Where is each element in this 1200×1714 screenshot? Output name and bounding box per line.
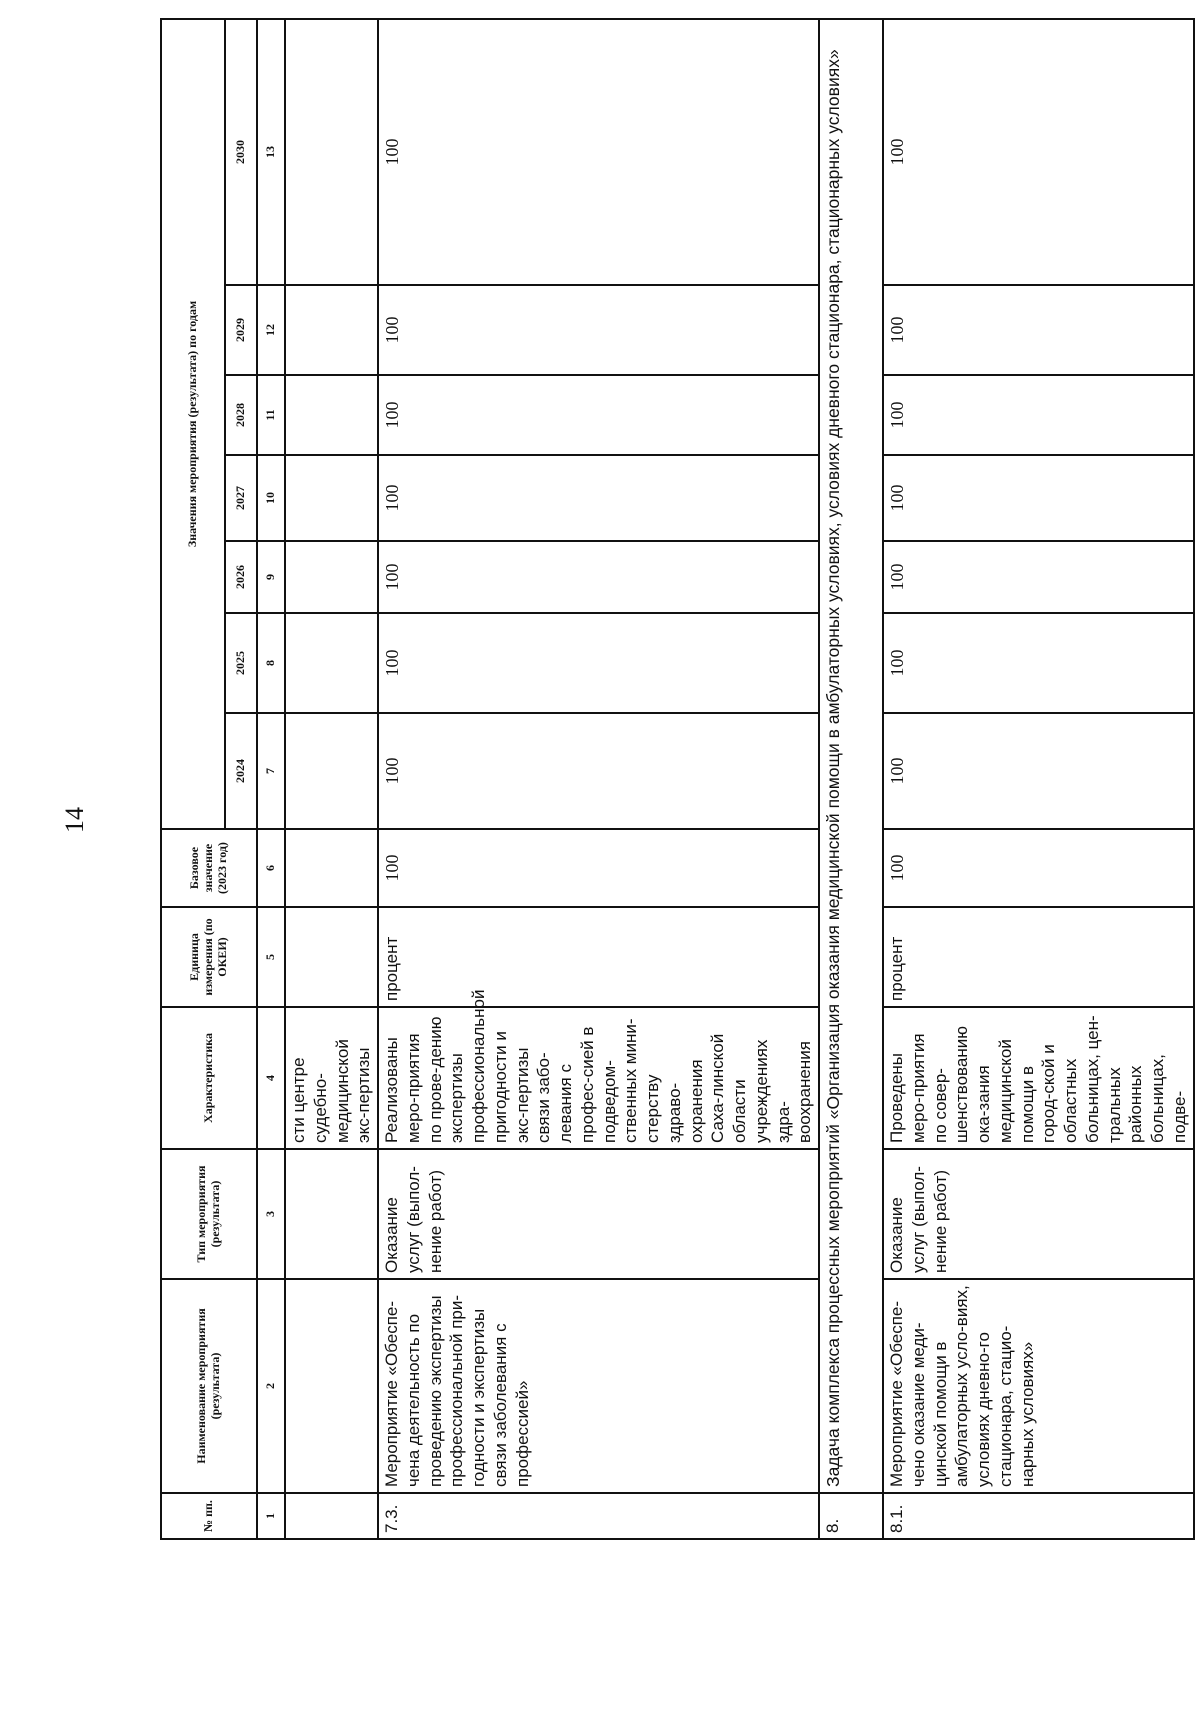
cell-value xyxy=(285,713,378,829)
cell-base xyxy=(285,829,378,907)
column-number: 9 xyxy=(257,541,285,613)
cell-value: 100 xyxy=(378,541,819,613)
cell-characteristic: Проведены меро-приятия по совер-шенствованию ока-зания медицинской помощи в город-ской и областных больницах, цен-тральных районных больницах, подве- xyxy=(883,1007,1194,1149)
cell-value: 100 xyxy=(883,613,1194,713)
cell-num: 8.1. xyxy=(883,1493,1194,1539)
header-year: 2026 xyxy=(225,541,257,613)
rotated-table-wrapper xyxy=(160,20,1189,1540)
table-row xyxy=(285,19,378,1539)
cell-unit: процент xyxy=(883,907,1194,1007)
column-number: 4 xyxy=(257,1007,285,1149)
cell-value: 100 xyxy=(378,713,819,829)
cell-base: 100 xyxy=(378,829,819,907)
cell-value xyxy=(285,541,378,613)
header-year: 2030 xyxy=(225,19,257,285)
cell-value: 100 xyxy=(883,541,1194,613)
cell-value: 100 xyxy=(883,375,1194,455)
cell-value: 100 xyxy=(378,285,819,375)
cell-value: 100 xyxy=(378,613,819,713)
header-values-group: Значения мероприятия (результата) по годам xyxy=(161,19,225,829)
cell-name: Мероприятие «Обеспе-чено оказание меди-цинской помощи в амбулаторных усло-виях, условиях дневно-го стационара, стацио-нарных условиях» xyxy=(883,1279,1194,1493)
column-numbers-row xyxy=(257,19,285,1539)
cell-type xyxy=(285,1149,378,1279)
cell-num: 7.3. xyxy=(378,1493,819,1539)
cell-num xyxy=(285,1493,378,1539)
table-row xyxy=(883,19,1194,1539)
column-number: 2 xyxy=(257,1279,285,1493)
cell-characteristic: сти центре судебно-медицинской экс-пертизы xyxy=(285,1007,378,1149)
cell-value xyxy=(285,455,378,541)
header-year: 2028 xyxy=(225,375,257,455)
cell-value: 100 xyxy=(883,455,1194,541)
column-number: 7 xyxy=(257,713,285,829)
header-year: 2025 xyxy=(225,613,257,713)
column-number: 12 xyxy=(257,285,285,375)
cell-value: 100 xyxy=(883,713,1194,829)
cell-unit xyxy=(285,907,378,1007)
column-number: 5 xyxy=(257,907,285,1007)
header-base: Базовое значение (2023 год) xyxy=(161,829,257,907)
cell-type: Оказание услуг (выпол-нение работ) xyxy=(378,1149,819,1279)
cell-value: 100 xyxy=(883,19,1194,285)
header-name: Наименование мероприятия (результата) xyxy=(161,1279,257,1493)
header-unit: Единица измерения (по ОКЕИ) xyxy=(161,907,257,1007)
task-row xyxy=(819,19,883,1539)
cell-unit: процент xyxy=(378,907,819,1007)
column-number: 8 xyxy=(257,613,285,713)
cell-value: 100 xyxy=(378,375,819,455)
header-num: № пп. xyxy=(161,1493,257,1539)
header-row xyxy=(161,19,225,1539)
cell-value: 100 xyxy=(883,285,1194,375)
cell-type: Оказание услуг (выпол-нение работ) xyxy=(883,1149,1194,1279)
column-number: 11 xyxy=(257,375,285,455)
task-num: 8. xyxy=(819,1493,883,1539)
cell-value xyxy=(285,19,378,285)
table-row xyxy=(378,19,819,1539)
measures-table xyxy=(160,18,1195,1540)
column-number: 1 xyxy=(257,1493,285,1539)
header-year: 2024 xyxy=(225,713,257,829)
cell-value xyxy=(285,613,378,713)
header-characteristic: Характеристика xyxy=(161,1007,257,1149)
cell-value: 100 xyxy=(378,19,819,285)
header-year: 2029 xyxy=(225,285,257,375)
column-number: 3 xyxy=(257,1149,285,1279)
cell-value xyxy=(285,375,378,455)
header-year: 2027 xyxy=(225,455,257,541)
cell-base: 100 xyxy=(883,829,1194,907)
cell-characteristic: Реализованы меро-приятия по прове-дению экспертизы профессиональной пригодности и экс-пертизы связи забо-левания с профес-сией в подведом-ственных мини-стерству здраво-охранения Саха-линской области учреждениях здра-воохранения xyxy=(378,1007,819,1149)
column-number: 10 xyxy=(257,455,285,541)
task-text: Задача комплекса процессных мероприятий «Организация оказания медицинской помощи в амбулаторных условиях, условиях дневного стационара, стационарных условиях» xyxy=(819,19,883,1493)
cell-value xyxy=(285,285,378,375)
cell-value: 100 xyxy=(378,455,819,541)
cell-name xyxy=(285,1279,378,1493)
page-number: 14 xyxy=(60,807,89,833)
column-number: 6 xyxy=(257,829,285,907)
column-number: 13 xyxy=(257,19,285,285)
cell-name: Мероприятие «Обеспе-чена деятельность по проведению экспертизы профессиональной при-годности и экспертизы связи заболевания с профессией» xyxy=(378,1279,819,1493)
header-type: Тип мероприятия (результата) xyxy=(161,1149,257,1279)
